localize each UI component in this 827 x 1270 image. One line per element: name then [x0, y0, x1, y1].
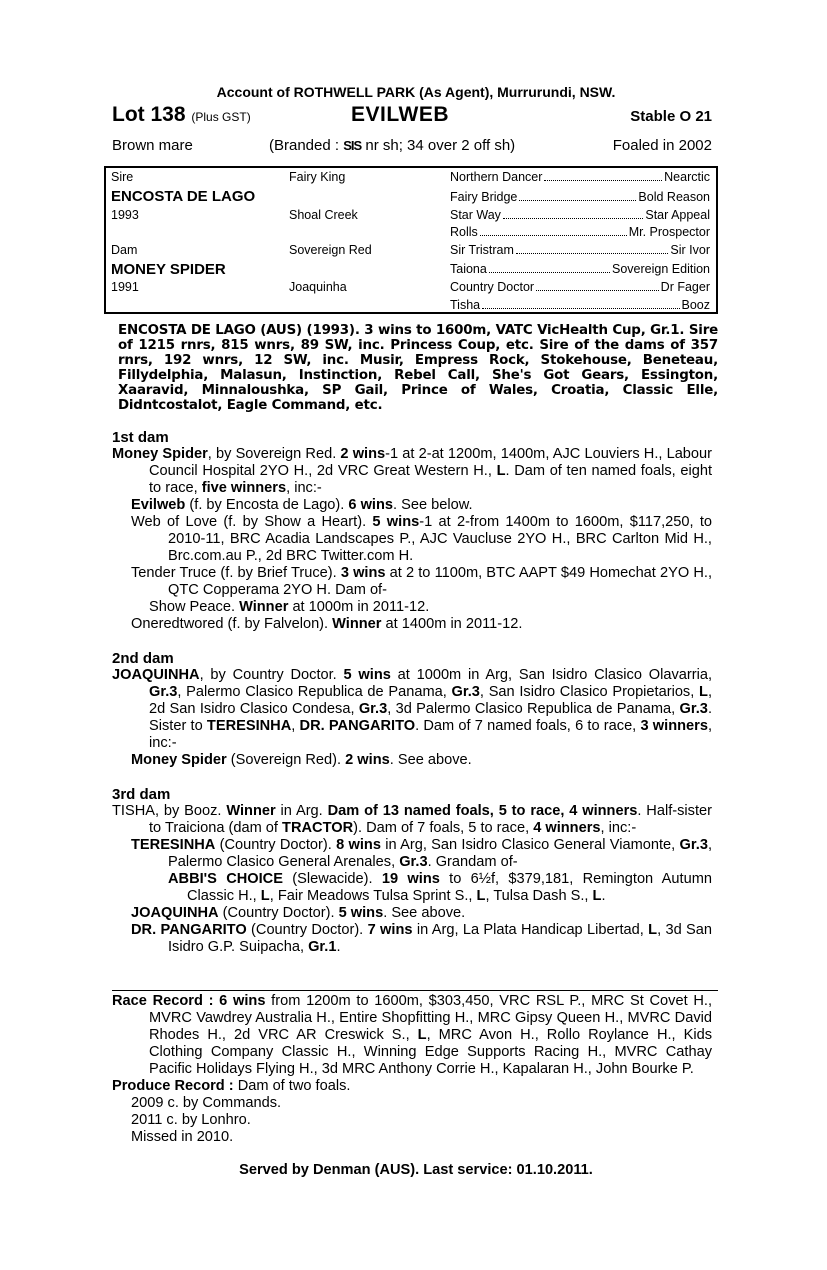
- grand-progeny-entry: ABBI'S CHOICE (Slewacide). 19 wins to 6½f, $379,181, Remington Autumn Classic H., L, Fair Meadows Tulsa Sprint S., L, Tulsa Dash S., L.: [168, 871, 712, 904]
- foaled-year: Foaled in 2002: [612, 137, 712, 154]
- lot-number: Lot 138 (Plus GST): [112, 103, 251, 126]
- pedigree-line: Rolls Mr. Prospector: [450, 225, 710, 239]
- produce-item: 2011 c. by Lonhro.: [131, 1112, 251, 1128]
- sire-summary: ENCOSTA DE LAGO (AUS) (1993). 3 wins to 1600m, VATC VicHealth Cup, Gr.1. Sire of 1215 rnrs, 815 wnrs, 89 SW, inc. Princess Coup, etc. Sire of the dams of 357 rnrs, 192 wnrs, 12 SW, inc. Musir, Empress Rock, Stokehouse, Beneteau, Fillydelphia, Malasun, Instinction, Rebel Call, She's Got Gears, Essington, Xaaravid, Minnaloushka, SP Gail, Prince of Wales, Croatia, Classic Elle, Didntcostalot, Eagle Command, etc.: [118, 323, 718, 413]
- pedigree-line: Taiona Sovereign Edition: [450, 262, 710, 276]
- produce-item: Missed in 2010.: [131, 1129, 234, 1145]
- second-dam-section: [112, 667, 712, 769]
- progeny-entry: Evilweb (f. by Encosta de Lago). 6 wins. See below.: [131, 497, 473, 513]
- vendor-account: Account of ROTHWELL PARK (As Agent), Murrurundi, NSW.: [216, 84, 616, 100]
- sire-year: 1993: [111, 208, 139, 222]
- progeny-entry: Web of Love (f. by Show a Heart). 5 wins-1 at 2-from 1400m to 1600m, $117,250, to 2010-11, BRC Acadia Landscapes P., AJC Vaucluse 2YO H., BRC Carlton Mid H., Brc.com.au P., 2d BRC Twitter.com H.: [131, 514, 712, 564]
- pedigree-line: Northern Dancer Nearctic: [450, 170, 710, 184]
- brand-description: (Branded : SIS nr sh; 34 over 2 off sh): [269, 137, 516, 154]
- progeny-entry: Money Spider (Sovereign Red). 2 wins. See above.: [131, 752, 472, 768]
- sire-dam: Shoal Creek: [289, 208, 358, 222]
- first-dam-heading: 1st dam: [112, 429, 169, 446]
- pedigree-line: Country Doctor Dr Fager: [450, 280, 710, 294]
- progeny-entry: DR. PANGARITO (Country Doctor). 7 wins in Arg, La Plata Handicap Libertad, L, 3d San Isidro G.P. Suipacha, Gr.1.: [131, 922, 713, 955]
- dam-name: MONEY SPIDER: [111, 261, 226, 278]
- pedigree-line: Tisha Booz: [450, 298, 710, 312]
- pedigree-table: [104, 166, 718, 314]
- section-divider: [112, 990, 718, 991]
- third-dam-paragraph: TISHA, by Booz. Winner in Arg. Dam of 13 named foals, 5 to race, 4 winners. Half-sister to Traiciona (dam of TRACTOR). Dam of 7 foals, 5 to race, 4 winners, inc:-: [112, 803, 712, 836]
- pedigree-line: Sir Tristram Sir Ivor: [450, 243, 710, 257]
- produce-item: 2009 c. by Commands.: [131, 1095, 282, 1111]
- horse-name: EVILWEB: [351, 103, 450, 126]
- progeny-entry: Oneredtwored (f. by Falvelon). Winner at 1400m in 2011-12.: [131, 616, 523, 632]
- first-dam-section: [112, 446, 712, 633]
- produce-record: Produce Record : Dam of two foals.: [112, 1078, 351, 1094]
- horse-description: Brown mare: [112, 137, 193, 154]
- third-dam-heading: 3rd dam: [112, 786, 171, 803]
- stable-number: Stable O 21: [630, 108, 712, 125]
- lot-header: [112, 103, 712, 131]
- progeny-entry: Tender Truce (f. by Brief Truce). 3 wins at 2 to 1100m, BTC AAPT $49 Homechat 2YO H., QTC Copperama 2YO H. Dam of-: [131, 565, 712, 598]
- race-record-section: [112, 993, 712, 1146]
- progeny-entry: TERESINHA (Country Doctor). 8 wins in Arg, San Isidro Clasico General Viamonte, Gr.3, Palermo Clasico General Arenales, Gr.3. Grandam of-: [131, 837, 713, 870]
- progeny-entry: Show Peace. Winner at 1000m in 2011-12.: [149, 599, 430, 615]
- progeny-entry: JOAQUINHA (Country Doctor). 5 wins. See above.: [131, 905, 466, 921]
- brand-mark-icon: SIS: [343, 138, 362, 153]
- second-dam-paragraph: JOAQUINHA, by Country Doctor. 5 wins at 1000m in Arg, San Isidro Clasico Olavarria, Gr.3, Palermo Clasico Republica de Panama, Gr.3, San Isidro Clasico Propietarios, L, 2d San Isidro Clasico Condesa, Gr.3, 3d Palermo Clasico Republica de Panama, Gr.3. Sister to TERESINHA, DR. PANGARITO. Dam of 7 named foals, 6 to race, 3 winners, inc:-: [112, 667, 713, 751]
- pedigree-line: Star Way Star Appeal: [450, 208, 710, 222]
- dam-dam: Joaquinha: [289, 280, 347, 294]
- first-dam-paragraph: Money Spider, by Sovereign Red. 2 wins-1 at 2-at 1200m, 1400m, AJC Louviers H., Labour Council Hospital 2YO H., 2d VRC Great Western H., L. Dam of ten named foals, eight to race, five winners, inc:-: [112, 446, 713, 496]
- second-dam-heading: 2nd dam: [112, 650, 174, 667]
- lot-note: (Plus GST): [191, 110, 251, 124]
- dam-sire: Sovereign Red: [289, 243, 372, 257]
- horse-info: [112, 137, 712, 157]
- race-record: Race Record : 6 wins from 1200m to 1600m, $303,450, VRC RSL P., MRC St Covet H., MVRC Vawdrey Australia H., Entire Shopfitting H., MRC Gipsy Queen H., MVRC David Rhodes H., 2d VRC AR Creswick S., L, MRC Avon H., Rollo Roylance H., Kids Clothing Company Classic H., Winning Edge Supports Racing H., MVRC Cathay Pacific Holidays Flying H., 3d MRC Anthony Corrie H., Kapalaran H., John Bourke P.: [112, 993, 713, 1077]
- pedigree-line: Fairy Bridge Bold Reason: [450, 190, 710, 204]
- third-dam-section: [112, 803, 712, 956]
- service-note: Served by Denman (AUS). Last service: 01.10.2011.: [239, 1162, 593, 1178]
- dam-label: Dam: [111, 243, 138, 257]
- sire-name: ENCOSTA DE LAGO: [111, 188, 256, 205]
- dam-year: 1991: [111, 280, 139, 294]
- sire-sire: Fairy King: [289, 170, 346, 184]
- sire-label: Sire: [111, 170, 134, 184]
